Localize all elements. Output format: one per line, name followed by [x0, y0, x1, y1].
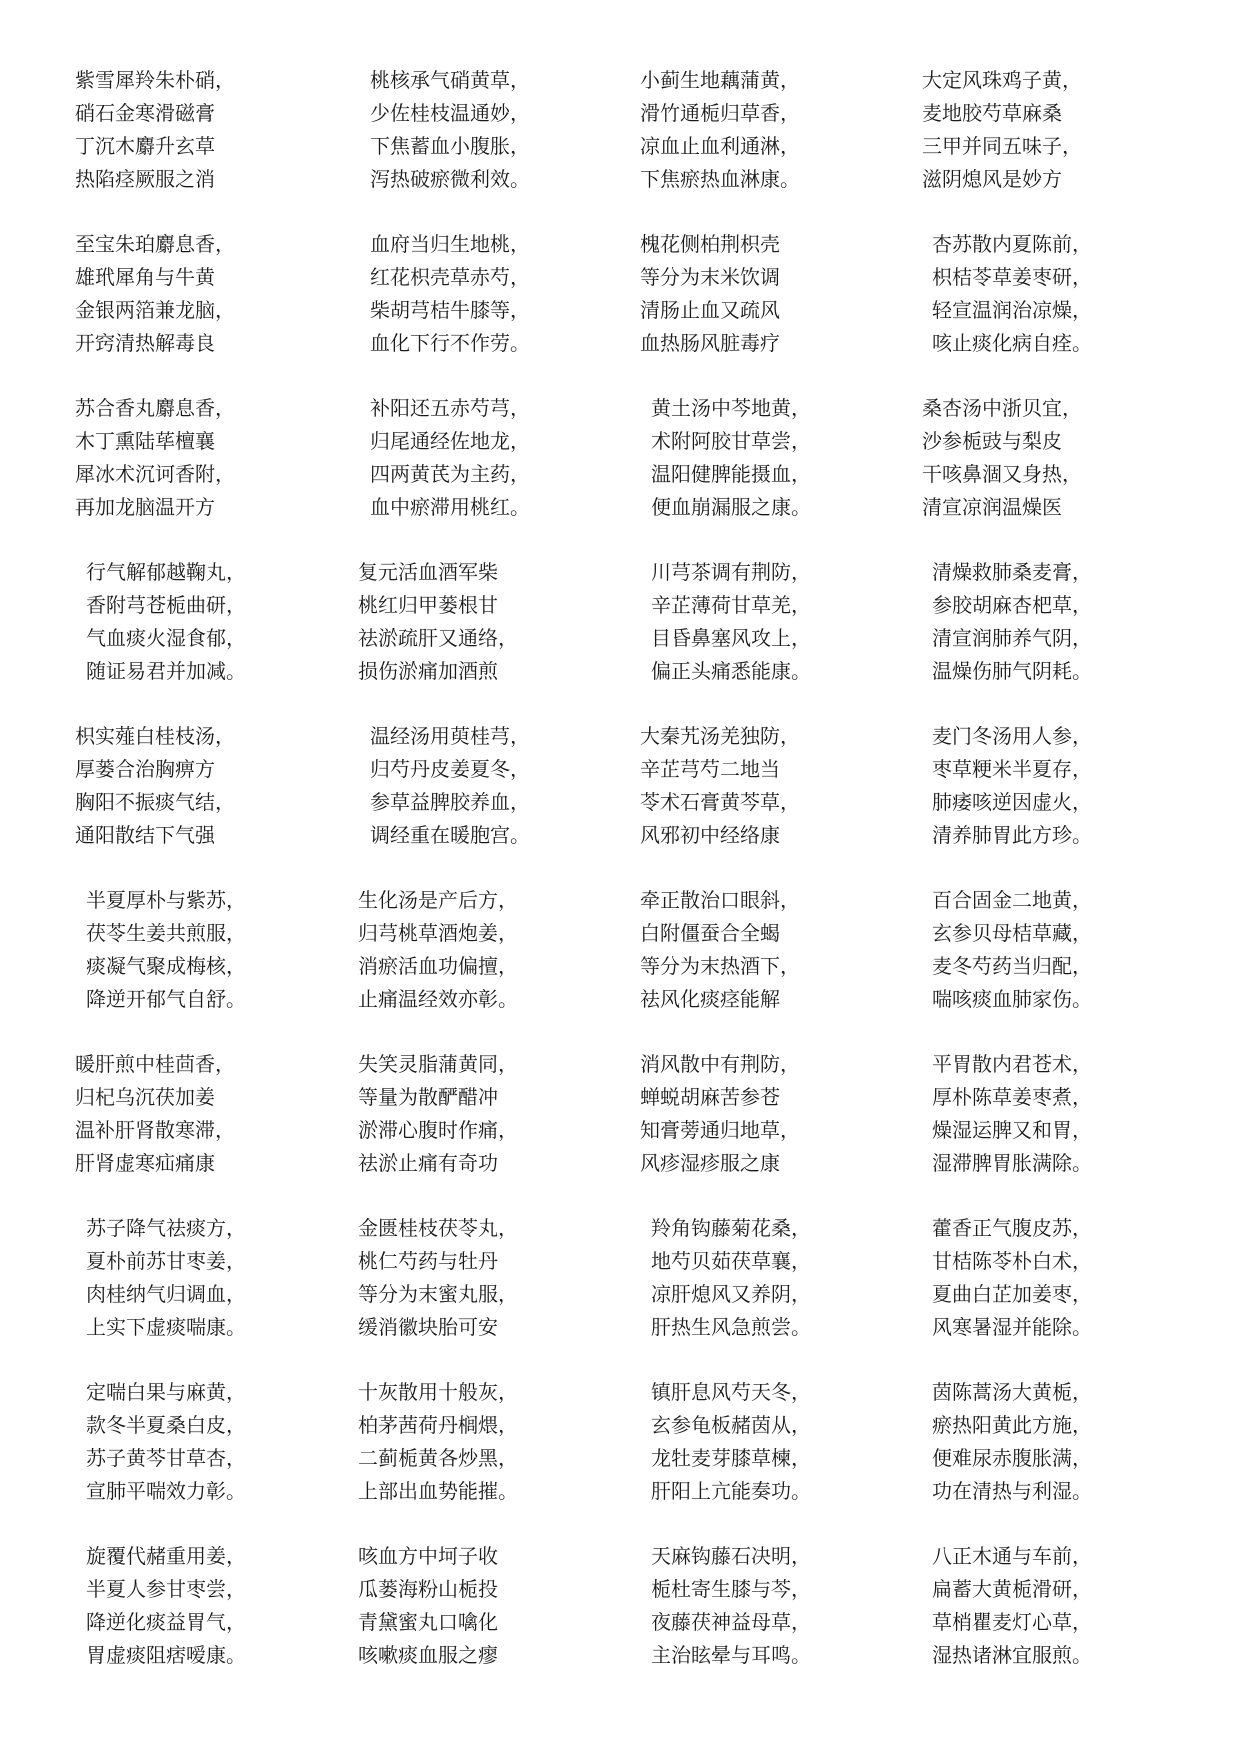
verse-line: 消风散中有荆防， [640, 1052, 800, 1076]
verse-line: 少佐桂枝温通妙， [370, 101, 530, 125]
verse-line: 清养肺胃此方珍。 [932, 823, 1092, 847]
verse-line: 夏曲白芷加姜枣， [932, 1282, 1092, 1306]
verse-c2-7 [358, 1048, 578, 1180]
verse-c1-9 [86, 1376, 306, 1508]
verse-line: 雄玳犀角与牛黄 [75, 265, 215, 289]
verse-line: 喘咳痰血肺家伤。 [932, 987, 1092, 1011]
verse-line: 上实下虚痰喘康。 [86, 1315, 246, 1339]
verse-line: 枣草粳米半夏存， [932, 757, 1092, 781]
verse-line: 肺痿咳逆因虚火， [932, 790, 1092, 814]
verse-line: 苏子黄芩甘草杏， [86, 1446, 246, 1470]
verse-c4-6 [932, 884, 1152, 1016]
verse-line: 泻热破瘀微利效。 [370, 167, 530, 191]
verse-line: 功在清热与利湿。 [932, 1479, 1092, 1503]
verse-line: 补阳还五赤芍芎， [370, 396, 530, 420]
verse-line: 麦地胶芍草麻桑 [922, 101, 1062, 125]
verse-c1-5 [75, 720, 295, 852]
verse-line: 白附僵蚕合全蝎 [640, 921, 780, 945]
verse-line: 消瘀活血功偏擅， [358, 954, 518, 978]
verse-line: 百合固金二地黄， [932, 888, 1092, 912]
verse-line: 凉血止血利通淋， [640, 134, 800, 158]
verse-line: 平胃散内君苍术， [932, 1052, 1092, 1076]
verse-line: 辛芷芎芍二地当 [640, 757, 780, 781]
verse-line: 十灰散用十般灰， [358, 1380, 518, 1404]
verse-line: 二蓟栀黄各炒黑， [358, 1446, 518, 1470]
verse-line: 偏正头痛悉能康。 [651, 659, 811, 683]
verse-line: 归杞乌沉茯加姜 [75, 1085, 215, 1109]
verse-line: 桑杏汤中浙贝宜， [922, 396, 1082, 420]
verse-c4-4 [932, 556, 1152, 688]
verse-line: 痰凝气聚成梅核， [86, 954, 246, 978]
verse-line: 桃红归甲蒌根甘 [358, 593, 498, 617]
verse-line: 随证易君并加减。 [86, 659, 246, 683]
verse-line: 肝肾虚寒疝痛康 [75, 1151, 215, 1175]
verse-c2-1 [370, 64, 590, 196]
verse-line: 沙参栀豉与梨皮 [922, 429, 1062, 453]
verse-line: 款冬半夏桑白皮， [86, 1413, 246, 1437]
verse-line: 宣肺平喘效力彰。 [86, 1479, 246, 1503]
verse-line: 开窍清热解毒良 [75, 331, 215, 355]
verse-line: 柏茅茜荷丹榈煨， [358, 1413, 518, 1437]
verse-line: 草梢瞿麦灯心草， [932, 1610, 1092, 1634]
verse-line: 温补肝肾散寒滞， [75, 1118, 235, 1142]
verse-c2-5 [370, 720, 590, 852]
verse-line: 桃核承气硝黄草， [370, 68, 530, 92]
verse-line: 清肠止血又疏风 [640, 298, 780, 322]
verse-line: 降逆开郁气自舒。 [86, 987, 246, 1011]
verse-line: 杏苏散内夏陈前， [932, 232, 1092, 256]
verse-c1-6 [86, 884, 306, 1016]
verse-line: 凉肝熄风又养阴， [651, 1282, 811, 1306]
verse-line: 温燥伤肺气阴耗。 [932, 659, 1092, 683]
verse-c4-2 [932, 228, 1152, 360]
verse-line: 天麻钩藤石决明， [651, 1544, 811, 1568]
verse-line: 损伤淤痛加酒煎 [358, 659, 498, 683]
verse-c1-7 [75, 1048, 295, 1180]
verse-line: 至宝朱珀麝息香， [75, 232, 235, 256]
verse-line: 血热肠风脏毒疗 [640, 331, 780, 355]
verse-c3-7 [640, 1048, 860, 1180]
verse-line: 红花枳壳草赤芍， [370, 265, 530, 289]
verse-line: 半夏人参甘枣尝， [86, 1577, 246, 1601]
verse-line: 归尾通经佐地龙， [370, 429, 530, 453]
verse-line: 下焦蓄血小腹胀， [370, 134, 530, 158]
verse-c4-3 [922, 392, 1142, 524]
verse-line: 归芍丹皮姜夏冬， [370, 757, 530, 781]
verse-line: 风寒暑湿并能除。 [932, 1315, 1092, 1339]
verse-c4-9 [932, 1376, 1152, 1508]
verse-line: 气血痰火湿食郁， [86, 626, 246, 650]
verse-line: 瓜蒌海粉山栀投 [358, 1577, 498, 1601]
verse-c4-5 [932, 720, 1152, 852]
verse-line: 桃仁芍药与牡丹 [358, 1249, 498, 1273]
verse-line: 茵陈蒿汤大黄栀， [932, 1380, 1092, 1404]
verse-line: 大定风珠鸡子黄， [922, 68, 1082, 92]
verse-c4-10 [932, 1540, 1152, 1672]
verse-line: 清燥救肺桑麦膏， [932, 560, 1092, 584]
verse-line: 目昏鼻塞风攻上， [651, 626, 811, 650]
verse-line: 生化汤是产后方， [358, 888, 518, 912]
verse-line: 青黛蜜丸口噙化 [358, 1610, 498, 1634]
verse-line: 胸阳不振痰气结， [75, 790, 235, 814]
verse-line: 夜藤茯神益母草， [651, 1610, 811, 1634]
verse-line: 苏合香丸麝息香， [75, 396, 235, 420]
verse-c3-6 [640, 884, 860, 1016]
verse-line: 茯苓生姜共煎服， [86, 921, 246, 945]
verse-line: 牵正散治口眼斜， [640, 888, 800, 912]
verse-line: 等量为散酽醋冲 [358, 1085, 498, 1109]
verse-line: 栀杜寄生膝与芩， [651, 1577, 811, 1601]
verse-line: 胃虚痰阻痞嗳康。 [86, 1643, 246, 1667]
verse-c4-7 [932, 1048, 1152, 1180]
verse-c1-1 [75, 64, 295, 196]
verse-line: 风邪初中经络康 [640, 823, 780, 847]
verse-line: 湿滞脾胃胀满除。 [932, 1151, 1092, 1175]
verse-line: 麦门冬汤用人参， [932, 724, 1092, 748]
verse-line: 瘀热阳黄此方施， [932, 1413, 1092, 1437]
verse-line: 热陷痉厥服之消 [75, 167, 215, 191]
verse-line: 玄参贝母桔草藏， [932, 921, 1092, 945]
verse-line: 滋阴熄风是妙方 [922, 167, 1062, 191]
verse-c2-4 [358, 556, 578, 688]
verse-line: 四两黄芪为主药， [370, 462, 530, 486]
verse-line: 硝石金寒滑磁膏 [75, 101, 215, 125]
verse-line: 风疹湿疹服之康 [640, 1151, 780, 1175]
verse-line: 镇肝息风芍天冬， [651, 1380, 811, 1404]
verse-line: 血中瘀滞用桃红。 [370, 495, 530, 519]
verse-c3-5 [640, 720, 860, 852]
verse-line: 苏子降气祛痰方， [86, 1216, 246, 1240]
verse-line: 地芍贝茹茯草襄， [651, 1249, 811, 1273]
verse-line: 麦冬芍药当归配， [932, 954, 1092, 978]
verse-line: 肝阳上亢能奏功。 [651, 1479, 811, 1503]
verse-c3-9 [651, 1376, 871, 1508]
verse-c2-8 [358, 1212, 578, 1344]
verse-line: 蝉蜕胡麻苦参苍 [640, 1085, 780, 1109]
verse-line: 调经重在暖胞宫。 [370, 823, 530, 847]
verse-c1-4 [86, 556, 306, 688]
verse-c3-3 [651, 392, 871, 524]
verse-line: 藿香正气腹皮苏， [932, 1216, 1092, 1240]
verse-line: 祛淤疏肝又通络， [358, 626, 518, 650]
verse-line: 香附芎苍栀曲研， [86, 593, 246, 617]
verse-line: 犀冰术沉诃香附， [75, 462, 235, 486]
verse-line: 丁沉木麝升玄草 [75, 134, 215, 158]
verse-c3-8 [651, 1212, 871, 1344]
verse-line: 金银两箔兼龙脑， [75, 298, 235, 322]
verse-line: 川芎茶调有荆防， [651, 560, 811, 584]
verse-line: 厚蒌合治胸痹方 [75, 757, 215, 781]
verse-c1-2 [75, 228, 295, 360]
verse-line: 小蓟生地藕蒲黄， [640, 68, 800, 92]
verse-line: 降逆化痰益胃气， [86, 1610, 246, 1634]
verse-line: 温阳健脾能摄血， [651, 462, 811, 486]
verse-line: 枳实薤白桂枝汤， [75, 724, 235, 748]
verse-line: 止痛温经效亦彰。 [358, 987, 518, 1011]
verse-c2-10 [358, 1540, 578, 1672]
verse-line: 金匮桂枝茯苓丸， [358, 1216, 518, 1240]
verse-line: 等分为末热酒下， [640, 954, 800, 978]
verse-line: 龙牡麦芽膝草楝， [651, 1446, 811, 1470]
verse-line: 柴胡芎桔牛膝等， [370, 298, 530, 322]
verse-line: 夏朴前苏甘枣姜， [86, 1249, 246, 1273]
verse-line: 紫雪犀羚朱朴硝， [75, 68, 235, 92]
verse-line: 失笑灵脂蒲黄同， [358, 1052, 518, 1076]
verse-line: 滑竹通栀归草香， [640, 101, 800, 125]
verse-c4-8 [932, 1212, 1152, 1344]
verse-line: 木丁熏陆荜檀襄 [75, 429, 215, 453]
verse-line: 下焦瘀热血淋康。 [640, 167, 800, 191]
verse-line: 干咳鼻涸又身热， [922, 462, 1082, 486]
verse-c1-8 [86, 1212, 306, 1344]
verse-line: 定喘白果与麻黄， [86, 1380, 246, 1404]
verse-line: 大秦艽汤羌独防， [640, 724, 800, 748]
verse-line: 辛芷薄荷甘草羌， [651, 593, 811, 617]
verse-line: 咳止痰化病自痊。 [932, 331, 1092, 355]
verse-c3-2 [640, 228, 860, 360]
verse-line: 祛风化痰痉能解 [640, 987, 780, 1011]
verse-c1-3 [75, 392, 295, 524]
verse-c1-10 [86, 1540, 306, 1672]
verse-line: 湿热诸淋宜服煎。 [932, 1643, 1092, 1667]
verse-line: 血化下行不作劳。 [370, 331, 530, 355]
verse-line: 咳血方中坷子收 [358, 1544, 498, 1568]
verse-line: 肉桂纳气归调血， [86, 1282, 246, 1306]
verse-line: 黄土汤中芩地黄， [651, 396, 811, 420]
verse-c2-9 [358, 1376, 578, 1508]
verse-line: 清宣润肺养气阴， [932, 626, 1092, 650]
verse-line: 通阳散结下气强 [75, 823, 215, 847]
verse-c4-1 [922, 64, 1142, 196]
verse-line: 羚角钩藤菊花桑， [651, 1216, 811, 1240]
verse-line: 肝热生风急煎尝。 [651, 1315, 811, 1339]
verse-line: 枳桔苓草姜枣研， [932, 265, 1092, 289]
verse-line: 参草益脾胶养血， [370, 790, 530, 814]
verse-line: 上部出血势能摧。 [358, 1479, 518, 1503]
verse-line: 等分为末蜜丸服， [358, 1282, 518, 1306]
verse-c3-10 [651, 1540, 871, 1672]
verse-line: 血府当归生地桃， [370, 232, 530, 256]
verse-c2-2 [370, 228, 590, 360]
verse-line: 缓消徽块胎可安 [358, 1315, 498, 1339]
verse-line: 术附阿胶甘草尝， [651, 429, 811, 453]
verse-line: 燥湿运脾又和胃， [932, 1118, 1092, 1142]
verse-line: 便血崩漏服之康。 [651, 495, 811, 519]
verse-line: 等分为末米饮调 [640, 265, 780, 289]
verse-line: 主治眩晕与耳鸣。 [651, 1643, 811, 1667]
verse-line: 旋覆代赭重用姜， [86, 1544, 246, 1568]
verse-line: 参胶胡麻杏杷草， [932, 593, 1092, 617]
verse-line: 清宣凉润温燥医 [922, 495, 1062, 519]
verse-line: 扁蓄大黄栀滑研， [932, 1577, 1092, 1601]
verse-line: 苓术石膏黄芩草， [640, 790, 800, 814]
verse-line: 行气解郁越鞠丸， [86, 560, 246, 584]
verse-line: 咳嗽痰血服之瘳 [358, 1643, 498, 1667]
verse-line: 淤滞心腹时作痛， [358, 1118, 518, 1142]
verse-line: 便难尿赤腹胀满， [932, 1446, 1092, 1470]
verse-line: 知膏蒡通归地草， [640, 1118, 800, 1142]
verse-line: 再加龙脑温开方 [75, 495, 215, 519]
verse-c2-6 [358, 884, 578, 1016]
verse-line: 暖肝煎中桂茴香， [75, 1052, 235, 1076]
verse-line: 厚朴陈草姜枣煮， [932, 1085, 1092, 1109]
verse-line: 玄参龟板赭茵从， [651, 1413, 811, 1437]
verse-line: 槐花侧柏荆枳壳 [640, 232, 780, 256]
verse-line: 归芎桃草酒炮姜， [358, 921, 518, 945]
verse-c2-3 [370, 392, 590, 524]
verse-line: 八正木通与车前， [932, 1544, 1092, 1568]
verse-line: 半夏厚朴与紫苏， [86, 888, 246, 912]
verse-line: 祛淤止痛有奇功 [358, 1151, 498, 1175]
verse-line: 三甲并同五味子， [922, 134, 1082, 158]
verse-line: 甘桔陈苓朴白术， [932, 1249, 1092, 1273]
verse-line: 轻宣温润治凉燥， [932, 298, 1092, 322]
verse-line: 温经汤用萸桂芎， [370, 724, 530, 748]
verse-line: 复元活血酒军柴 [358, 560, 498, 584]
verse-c3-1 [640, 64, 860, 196]
verse-c3-4 [651, 556, 871, 688]
